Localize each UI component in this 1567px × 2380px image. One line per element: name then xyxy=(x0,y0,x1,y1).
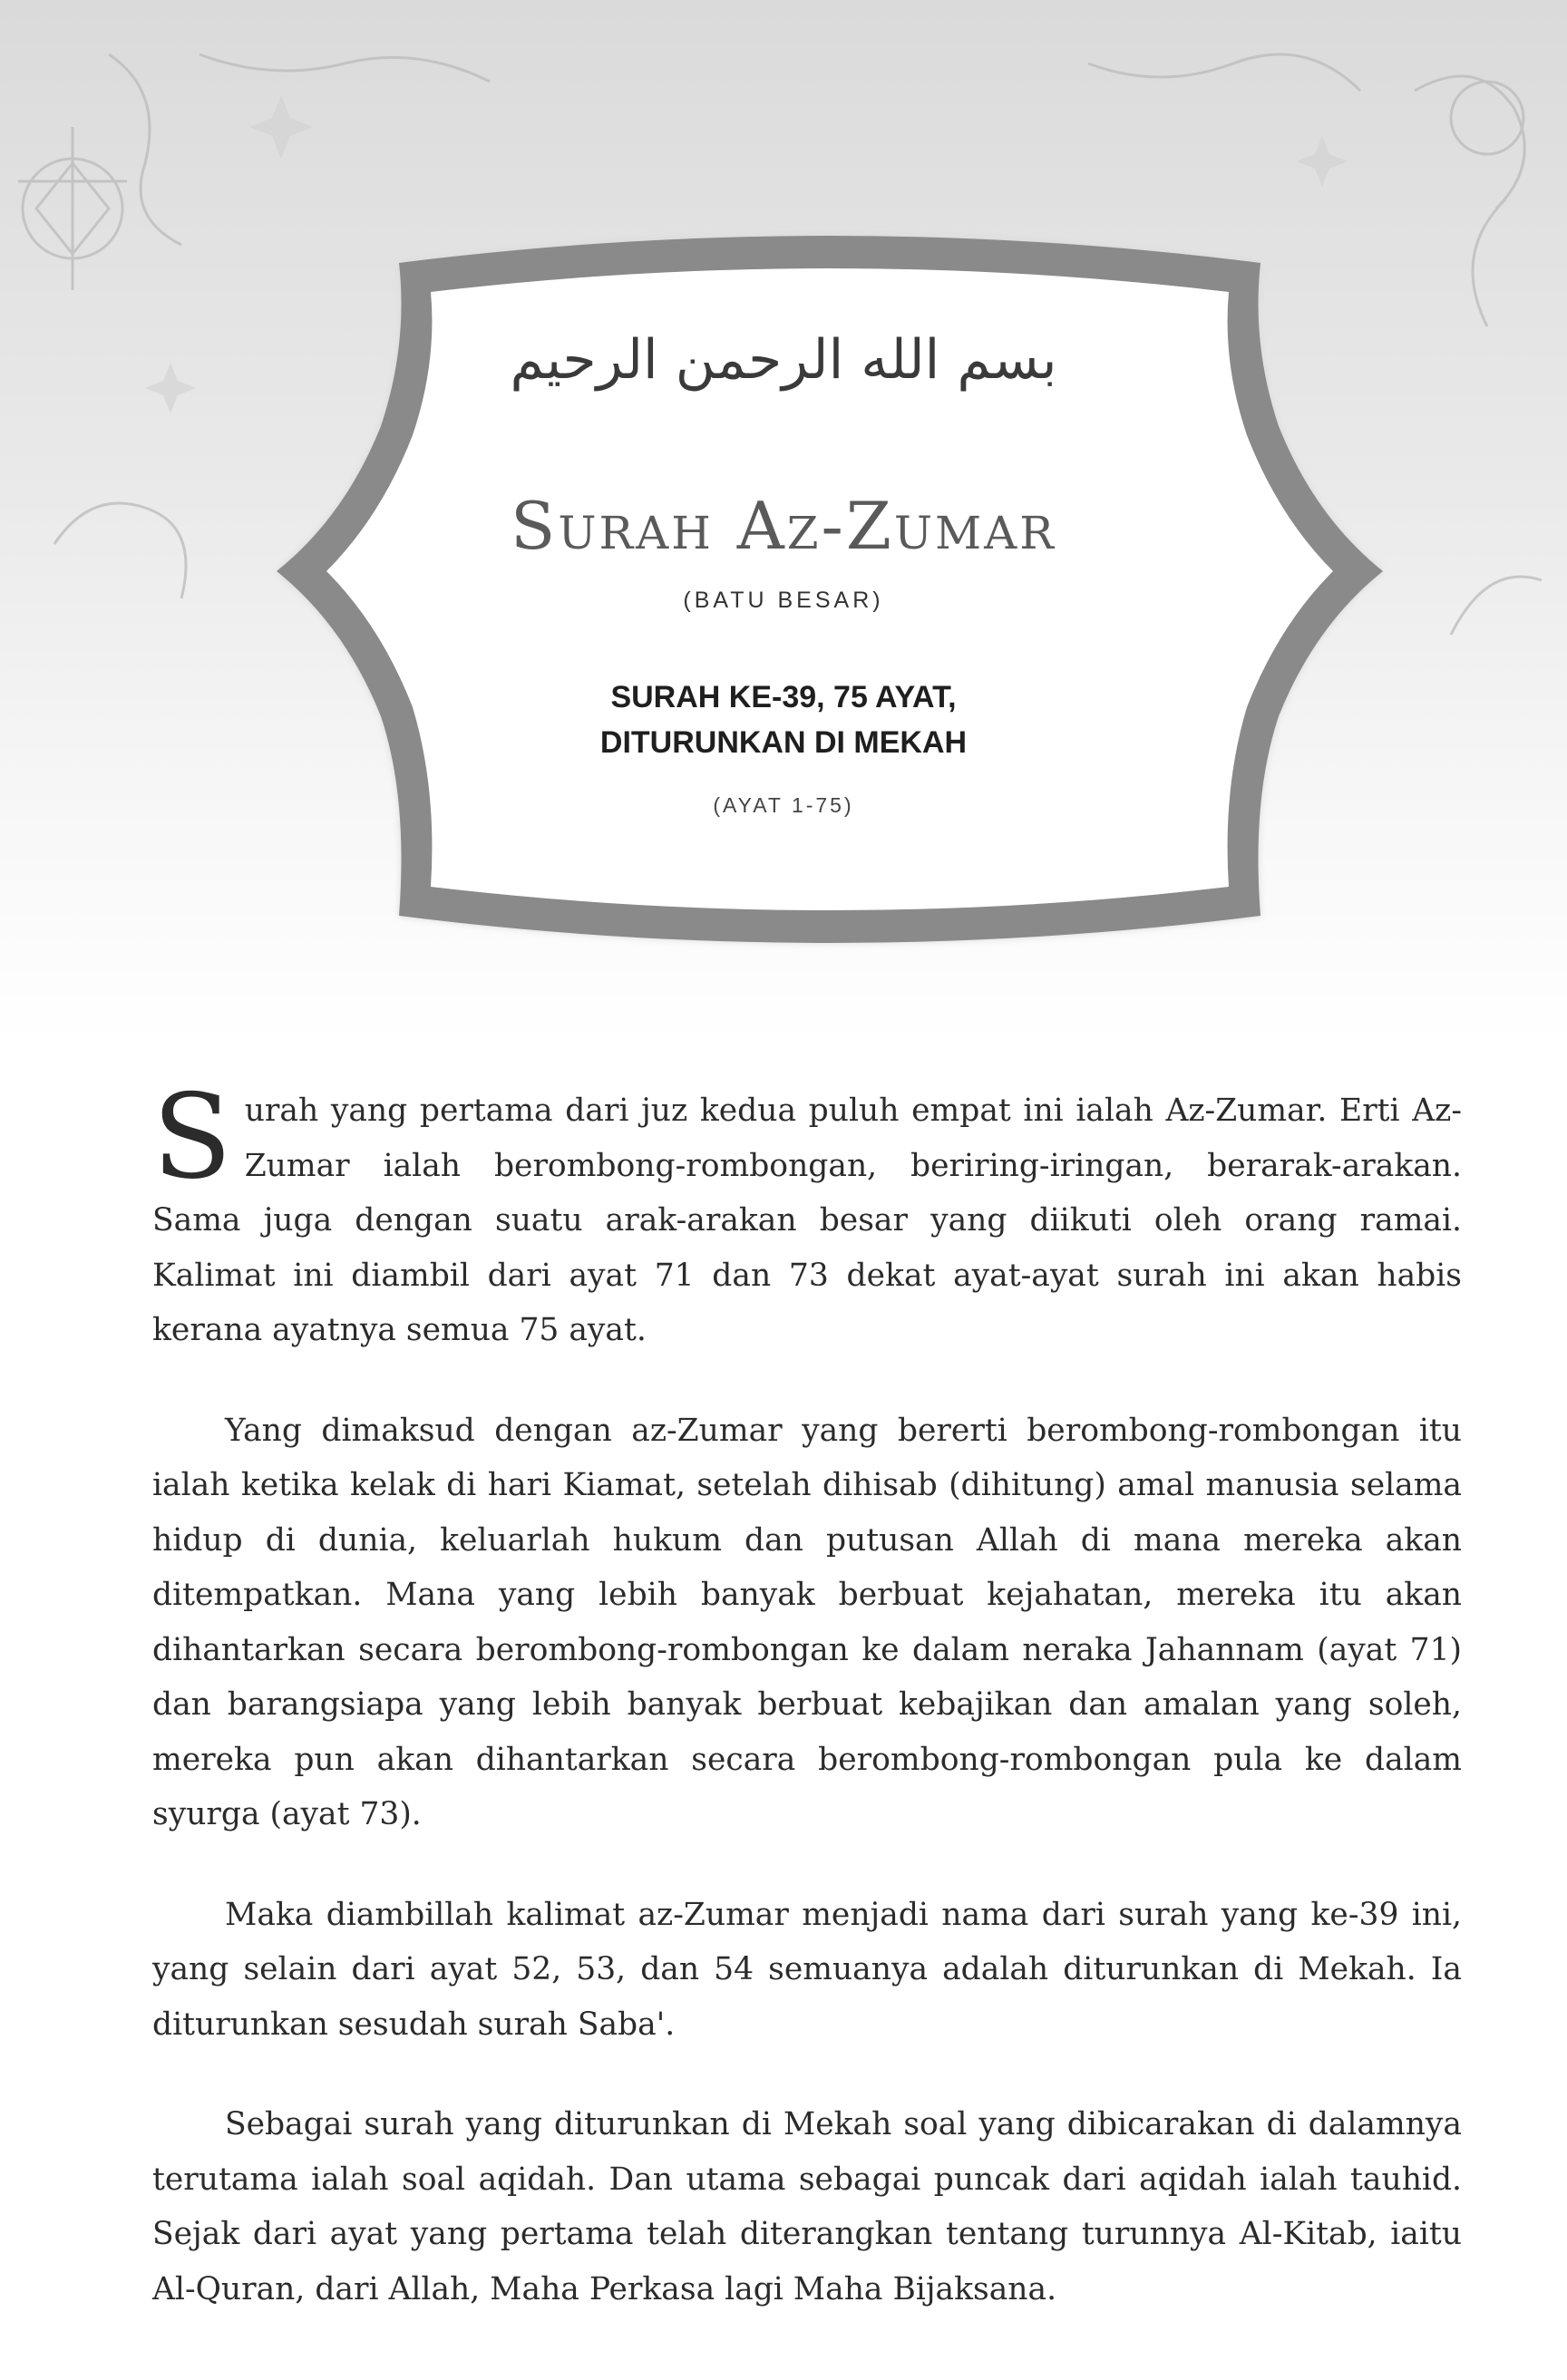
page-title: Surah Az-Zumar xyxy=(511,488,1056,564)
ayat-range: (AYAT 1-75) xyxy=(713,793,854,817)
surah-info-line1: SURAH KE-39, 75 AYAT, xyxy=(610,680,957,714)
drop-cap: S xyxy=(152,1070,232,1205)
basmala-calligraphy: بسم الله الرحمن الرحيم xyxy=(510,328,1057,392)
paragraph: Maka diambillah kalimat az-Zumar menjadi nama dari surah yang ke-39 ini, yang selain dari ayat 52, 53, dan 54 semuanya adalah diturunkan di Mekah. Ia diturunkan sesudah surah Saba'. xyxy=(152,1896,1462,2043)
paragraph: Sebagai surah yang diturunkan di Mekah soal yang dibicarakan di dalamnya terutama ialah soal aqidah. Dan utama sebagai puncak dari aqidah ialah tauhid. Sejak dari ayat yang pertama telah diterangkan tentang turunnya Al-Kitab, iaitu Al-Quran, dari Allah, Maha Perkasa lagi Maha Bijaksana. xyxy=(152,2106,1462,2307)
paragraph: Yang dimaksud dengan az-Zumar yang bererti berombong-rombongan itu ialah ketika kelak di hari Kiamat, setelah dihisab (dihitung) amal manusia selama hidup di dunia, keluarlah hukum dan putusan Allah di mana mereka akan ditempatkan. Mana yang lebih banyak berbuat kejahatan, mereka itu akan dihantarkan secara berombong-rombongan ke dalam neraka Jahannam (ayat 71) dan barangsiapa yang lebih banyak berbuat kebajikan dan amalan yang soleh, mereka pun akan dihantarkan secara berombong-rombongan pula ke dalam syurga (ayat 73). xyxy=(152,1412,1462,1832)
surah-info-line2: DITURUNKAN DI MEKAH xyxy=(599,725,968,760)
page-subtitle: (BATU BESAR) xyxy=(683,588,884,613)
paragraph-text: urah yang pertama dari juz kedua puluh empat ini ialah Az-Zumar. Erti Az-Zumar ialah berombong-rombongan, beriring-iringan, berarak-arakan. Sama juga dengan suatu arak-arakan besar yang diikuti oleh orang ramai. Kalimat ini diambil dari ayat 71 dan 73 dekat ayat-ayat surah ini akan habis kerana ayatnya semua 75 ayat. xyxy=(152,1093,1462,1348)
body-text xyxy=(152,1070,1462,2362)
paragraph xyxy=(152,1070,1462,1358)
